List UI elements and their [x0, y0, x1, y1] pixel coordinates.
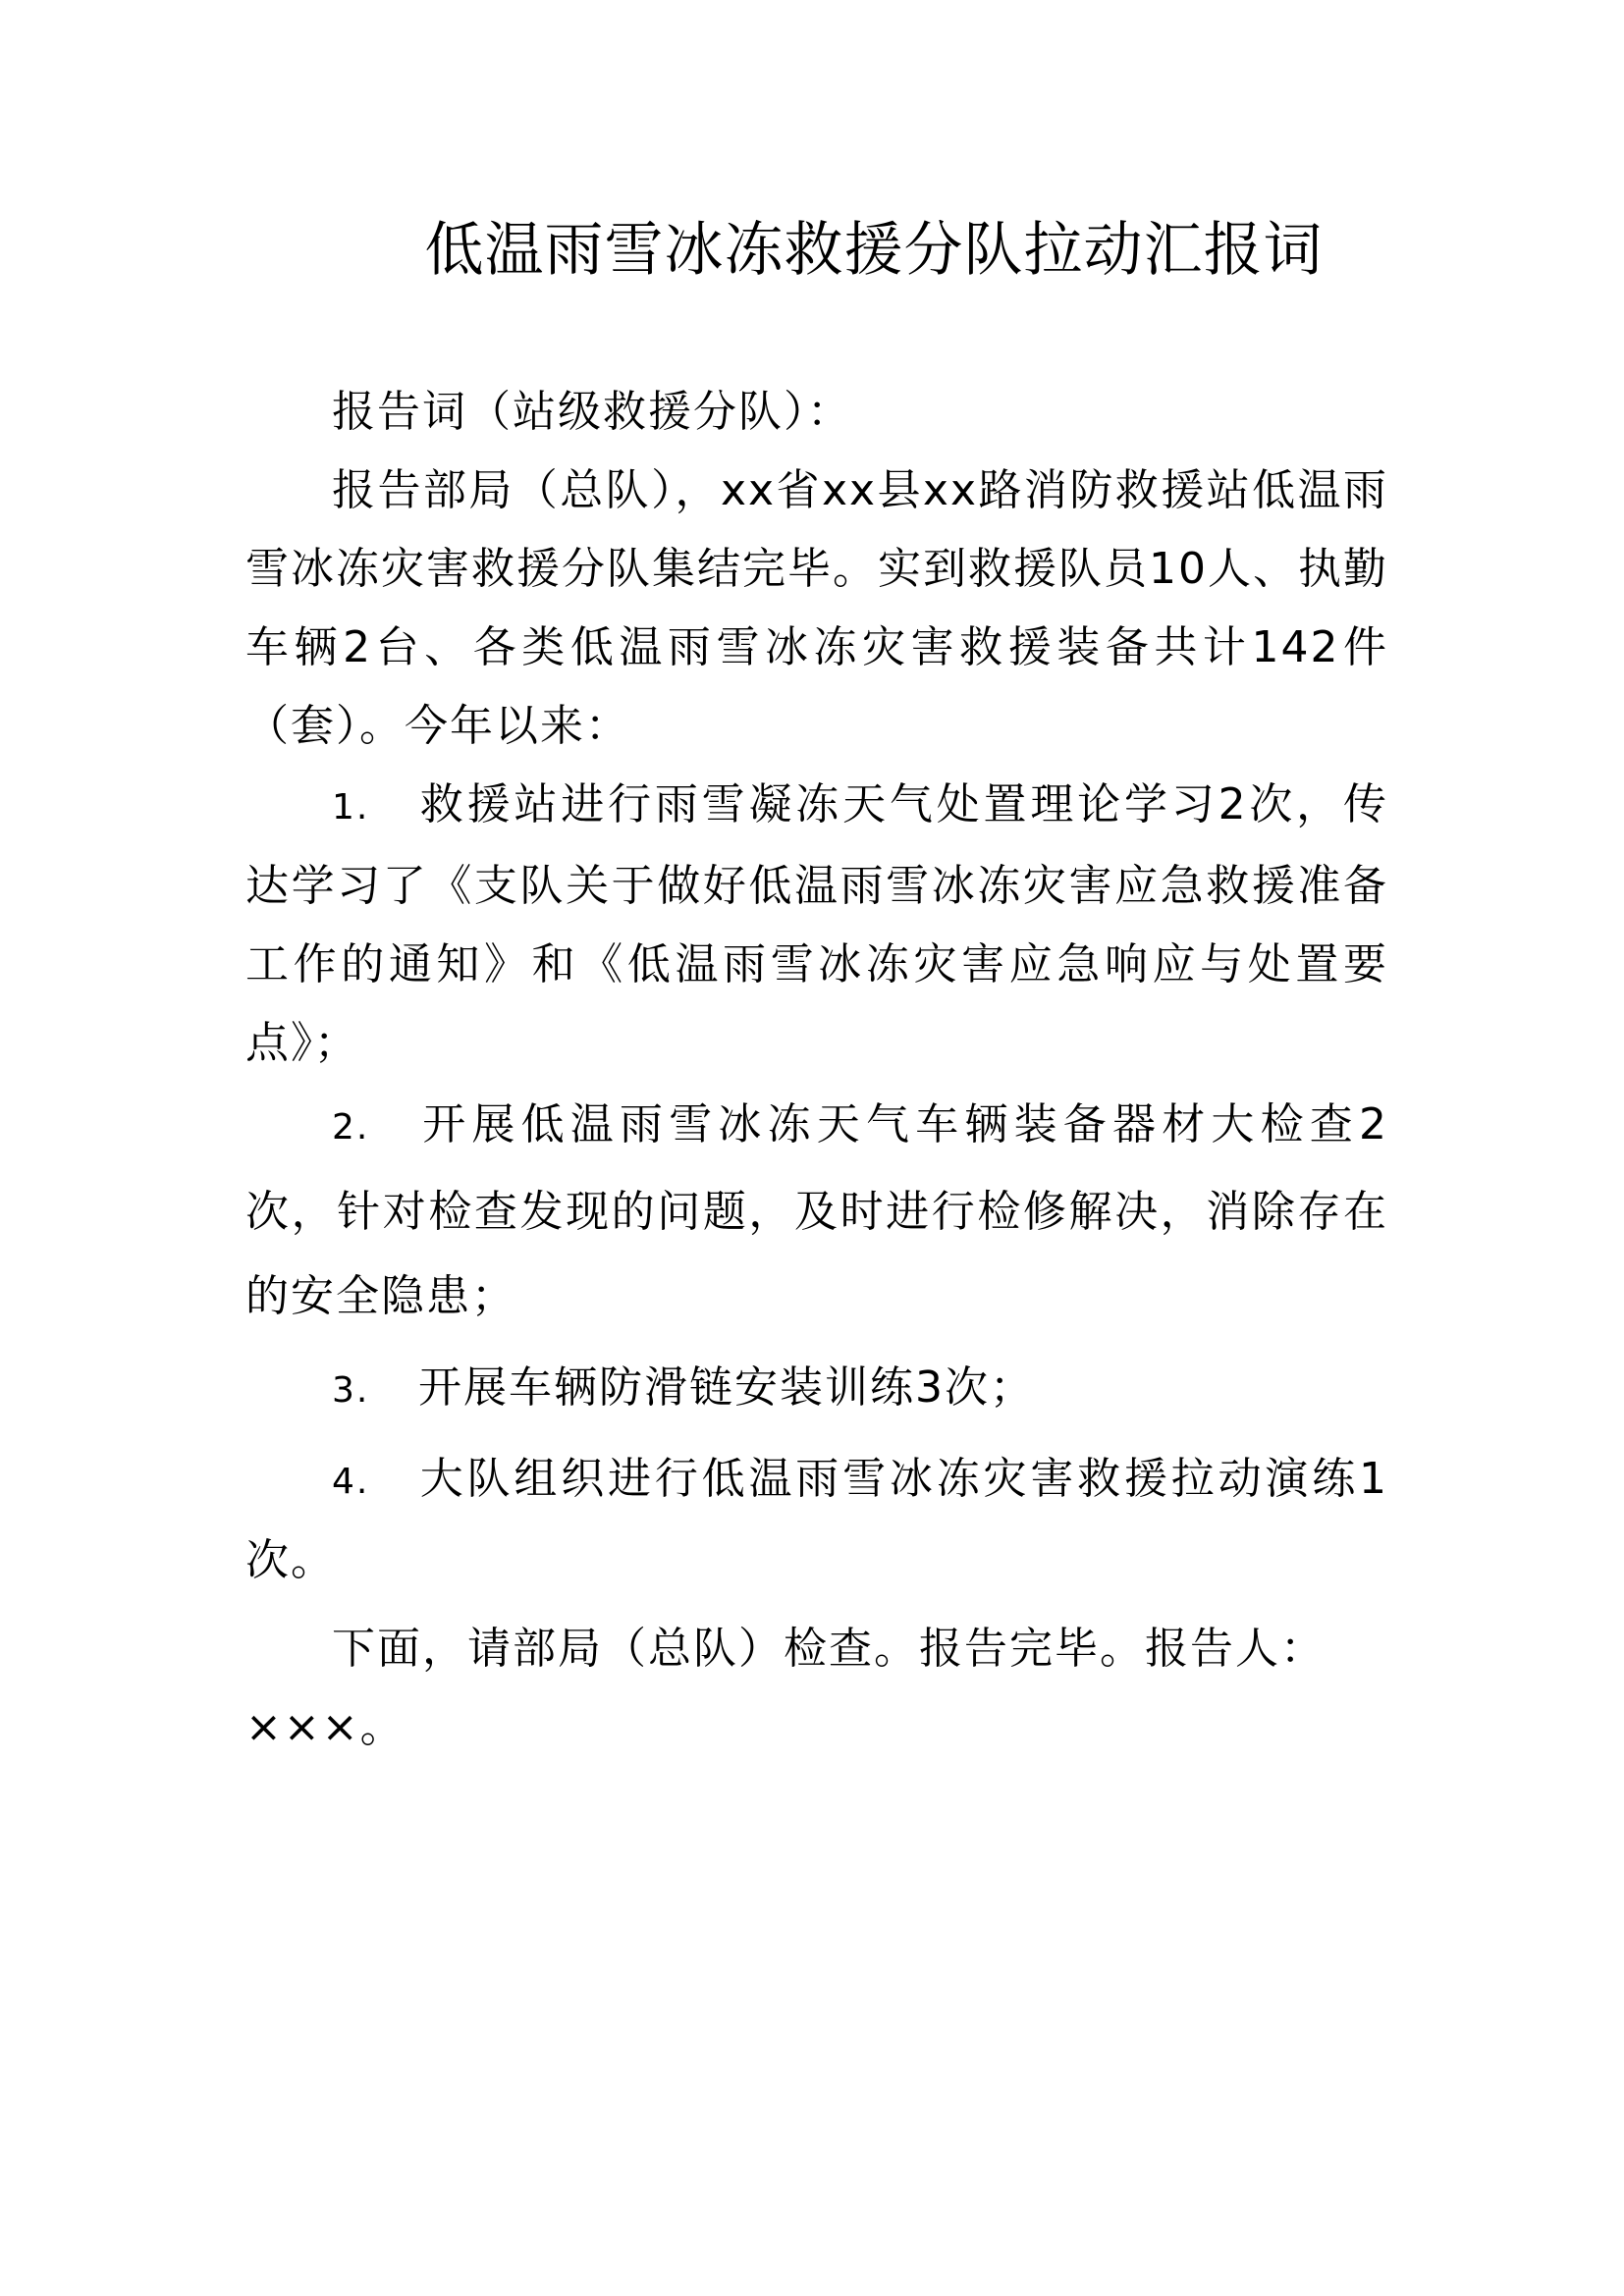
list-item-text: 开展车辆防滑链安装训练3次；: [418, 1362, 1035, 1413]
list-item: [245, 766, 1388, 1083]
list-item: [245, 1083, 1388, 1339]
list-item: [245, 1440, 1388, 1600]
list-item: [245, 1349, 1388, 1430]
list-item-text: 开展低温雨雪冰冻天气车辆装备器材大检查2次，针对检查发现的问题，及时进行检修解决，消除存在的安全隐患；: [245, 1099, 1388, 1321]
list-item-number: 2.: [332, 1107, 370, 1148]
salutation: 报告词（站级救援分队）：: [332, 387, 852, 437]
list-item-number: 3.: [332, 1370, 370, 1411]
list-item-text: 救援站进行雨雪凝冻天气处置理论学习2次，传达学习了《支队关于做好低温雨雪冰冻灾害应急救援准备工作的通知》和《低温雨雪冰冻灾害应急响应与处置要点》；: [245, 779, 1388, 1068]
list-item-text: 大队组织进行低温雨雪冰冻灾害救援拉动演练1次。: [245, 1454, 1388, 1585]
list-item-number: 4.: [332, 1462, 370, 1502]
intro-paragraph: 报告部局（总队），xx省xx县xx路消防救援站低温雨雪冰冻灾害救援分队集结完毕。实到救援队员10人、执勤车辆2台、各类低温雨雪冰冻灾害救援装备共计142件（套）。今年以来：: [245, 465, 1388, 751]
list-item-number: 1.: [332, 787, 370, 828]
document-body: [245, 373, 1388, 1767]
closing-paragraph: 下面，请部局（总队）检查。报告完毕。报告人：×××。: [245, 1624, 1326, 1752]
document-title: 低温雨雪冰冻救援分队拉动汇报词: [424, 216, 1324, 285]
